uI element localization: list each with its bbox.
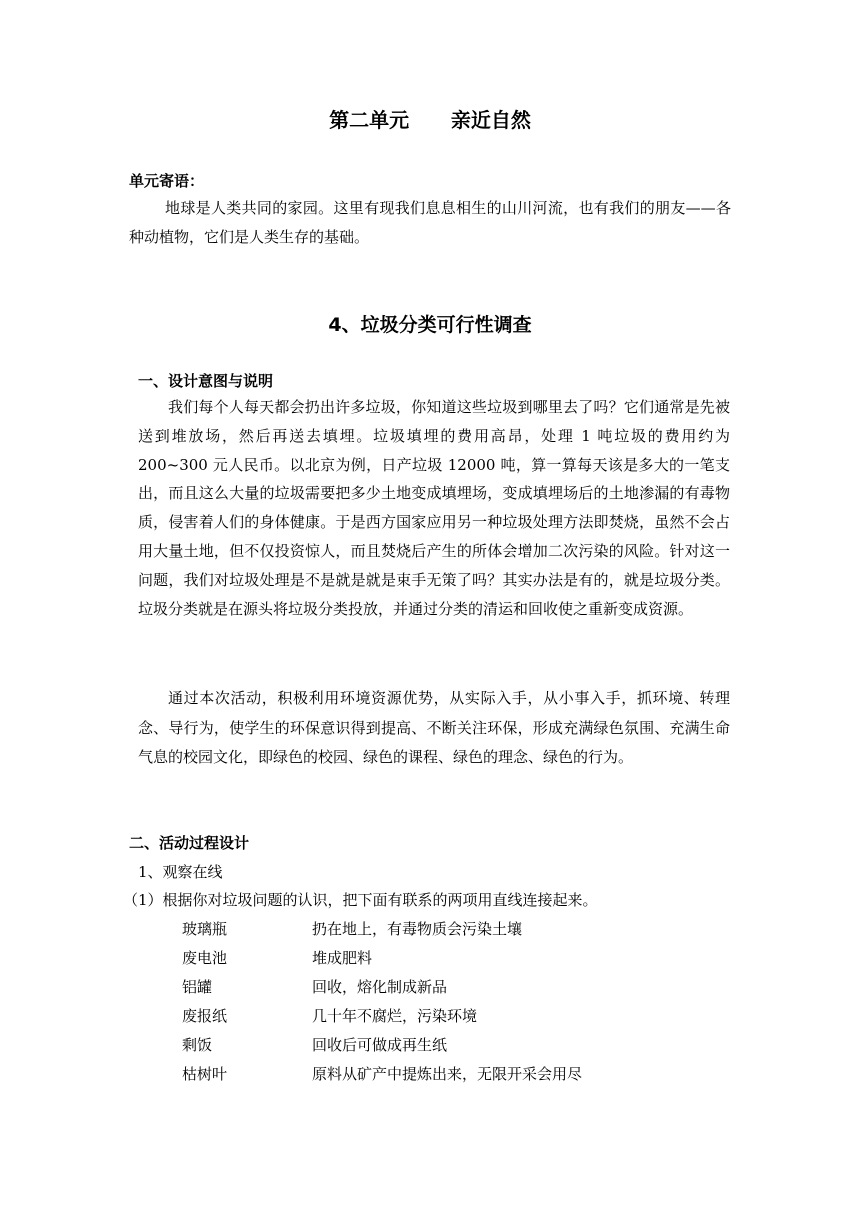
lesson-title: 4、垃圾分类可行性调查 xyxy=(328,314,532,336)
left-item: 铝罐 xyxy=(182,978,213,996)
section1-paragraph-1: 我们每个人每天都会扔出许多垃圾，你知道这些垃圾到哪里去了吗？它们通常是先被送到堆放场，然后再送去填埋。垃圾填埋的费用高昂，处理 1 吨垃圾的费用约为 200~300 元人民币。以北京为例，日产垃圾 12000 吨，算一算每天该是多大的一笔支出，而且这么大量的垃圾需要把多少土地变成填埋场，变成填埋场后的土地渗漏的有毒物质，侵害着人们的身体健康。于是西方国家应用另一种垃圾处理方法即焚烧，虽然不会占用大量土地，但不仅投资惊人，而且焚烧后产生的所体会增加二次污染的风险。针对这一问题，我们对垃圾处理是不是就是就是束手无策了吗？其实办法是有的，就是垃圾分类。垃圾分类就是在源头将垃圾分类投放，并通过分类的清运和回收使之重新变成资源。 xyxy=(138,398,730,618)
unit-title: 第二单元 亲近自然 xyxy=(329,108,531,132)
right-item: 堆成肥料 xyxy=(312,949,373,967)
step-1-label: 1、观察在线 xyxy=(138,863,223,881)
left-item: 玻璃瓶 xyxy=(182,920,228,938)
left-item: 剩饭 xyxy=(182,1036,213,1054)
right-item: 回收后可做成再生纸 xyxy=(312,1036,448,1054)
right-item: 原料从矿产中提炼出来，无限开采会用尽 xyxy=(312,1065,583,1083)
right-item: 几十年不腐烂，污染环境 xyxy=(312,1007,478,1025)
right-item: 回收，熔化制成新品 xyxy=(312,978,448,996)
left-item: 废电池 xyxy=(182,949,228,967)
left-item: 废报纸 xyxy=(182,1007,228,1025)
section1-heading: 一、设计意图与说明 xyxy=(138,372,274,390)
unit-message-label: 单元寄语： xyxy=(129,172,205,190)
right-item: 扔在地上，有毒物质会污染土壤 xyxy=(312,920,523,938)
section1-paragraph-2: 通过本次活动，积极利用环境资源优势，从实际入手，从小事入手，抓环境、转理念、导行为，使学生的环保意识得到提高、不断关注环保，形成充满绿色氛围、充满生命气息的校园文化，即绿色的校园、绿色的课程、绿色的理念、绿色的行为。 xyxy=(138,689,730,766)
section2-heading: 二、活动过程设计 xyxy=(129,834,250,852)
matching-instruction: （1）根据你对垃圾问题的认识，把下面有联系的两项用直线连接起来。 xyxy=(123,891,598,909)
unit-message-text: 地球是人类共同的家园。这里有现我们息息相生的山川河流，也有我们的朋友——各种动植物，它们是人类生存的基础。 xyxy=(129,199,731,246)
left-item: 枯树叶 xyxy=(182,1065,228,1083)
